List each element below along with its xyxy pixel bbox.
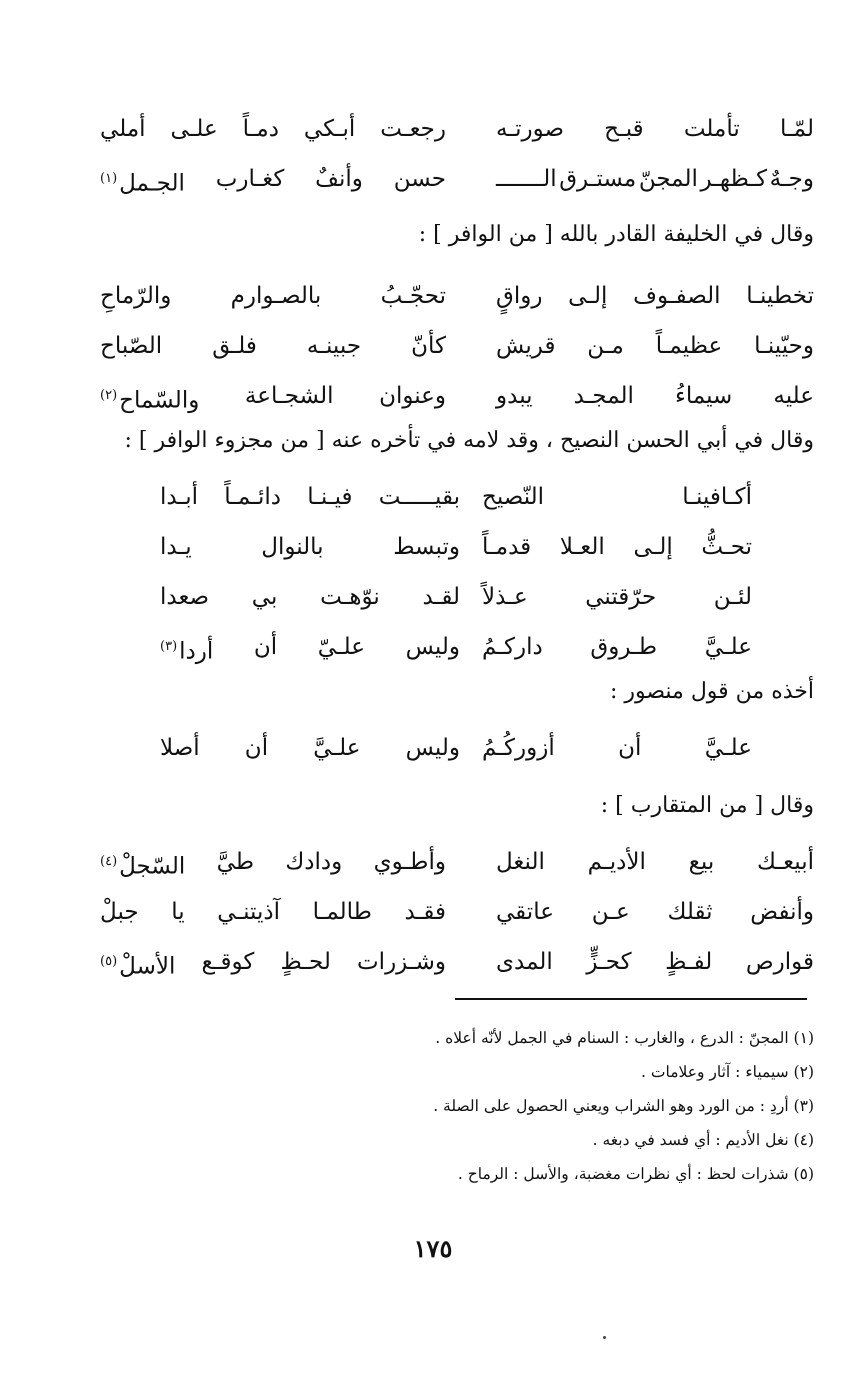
verse-second-hemistich [100,837,446,887]
verse-first-hemistich [496,104,814,154]
verse-word: يبدو [496,383,533,409]
verse-first-hemistich [482,723,752,773]
verse-word: فقـد [404,899,446,925]
verse-second-hemistich [160,723,460,773]
verse-word: وشـزرات [357,949,446,975]
verse-word: أبـكي [303,116,356,142]
verse-word: الأسلْ [119,953,176,980]
verse-word: لقـد [422,584,460,610]
verse-line [160,572,752,622]
scan-speck [603,1336,606,1339]
verse-word: مستـرق [559,166,637,192]
verse-word: كغـارب [215,166,285,192]
verse-word: المدى [496,949,553,975]
verse-first-hemistich [482,622,752,672]
verse-word-with-note [100,371,199,421]
verse-word: كحـزٍّ [586,949,632,975]
verse-word: نوّهـت [320,584,380,610]
verse-first-hemistich [496,321,814,371]
verse-word: طالمـا [312,899,372,925]
verse-word: أزوركُـمُ [482,735,555,761]
verse-word: الأديـم [587,849,646,875]
verse-word: قبـح [604,116,644,142]
verse-word: حرّقتني [585,584,657,610]
verse-word: وأنفٌ [315,166,363,192]
verse-word: تحجّـبُ [380,283,446,309]
footnote-4: (٤) نغل الأديم : أي فسد في دبغه . [592,1131,814,1149]
verse-word: آذيتنـي [217,899,281,925]
verse-word: لفـظٍ [665,949,713,975]
footnote-marker: (٥) [100,954,118,969]
verse-word: إلـى [568,283,608,309]
verse-word: الصّباح [100,333,163,359]
verse-word: الـــــــ [496,166,557,192]
verse-second-hemistich [160,472,460,522]
poem-stanza-2 [100,271,814,421]
verse-word: لمّـا [779,116,814,142]
verse-word: كـظهـر [700,166,768,192]
verse-word: فيـنـا [307,484,353,510]
verse-first-hemistich [496,371,814,421]
verse-word: لحـظٍ [280,949,331,975]
verse-word-with-note [100,937,175,987]
verse-word: والسّماح [119,387,200,414]
verse-line [160,472,752,522]
verse-word: الشجـاعة [244,383,334,409]
verse-word: سيماءُ [675,383,733,409]
verse-line [100,371,814,421]
footnote-marker: (١) [100,171,118,186]
footnote-2: (٢) سيمياء : آثار وعلامات . [641,1063,814,1081]
verse-word: النغل [496,849,545,875]
verse-word: وأنفض [750,899,814,925]
verse-word: علـى [170,116,218,142]
verse-second-hemistich [100,321,446,371]
verse-line [100,321,814,371]
verse-word: وحيّينـا [754,333,814,359]
verse-line [100,154,814,204]
verse-line [160,723,752,773]
footnote-marker: (٢) [100,388,118,403]
verse-word: علـيّ [317,634,366,660]
verse-first-hemistich [496,887,814,937]
verse-word: فلـق [212,333,257,359]
verse-word: قدمـاً [482,534,532,560]
verse-word: وتبسط [393,534,460,560]
poem-stanza-3 [160,472,752,672]
verse-word: أصلا [160,735,200,761]
verse-word: رجعـت [380,116,446,142]
verse-word: وعنوان [379,383,446,409]
verse-word: بالصـوارم [230,283,322,309]
verse-word: عـذلاً [482,584,528,610]
verse-line [100,271,814,321]
verse-word: طـروق [590,634,658,660]
verse-second-hemistich [100,887,446,937]
verse-word: كوقـع [201,949,255,975]
verse-word: علـيَّ [704,735,752,761]
verse-word: صورتـه [496,116,564,142]
verse-word: صعدا [160,584,210,610]
verse-line [160,522,752,572]
verse-first-hemistich [496,837,814,887]
verse-word: أردا [179,638,214,665]
verse-word: داركـمُ [482,634,543,660]
verse-word: وأطـوي [373,849,446,875]
verse-word: المجنّ [638,166,698,192]
verse-word: جبينـه [306,333,362,359]
verse-word: حسن [393,166,446,192]
verse-word: قريش [496,333,556,359]
verse-word: يـدا [160,534,192,560]
verse-second-hemistich [100,937,446,987]
footnote-marker: (٤) [100,854,118,869]
verse-word: أن [244,735,269,761]
verse-word-with-note [160,622,213,672]
verse-word: بقيـــــت [378,484,460,510]
verse-first-hemistich [496,271,814,321]
verse-word: وجـهٌ [769,166,814,192]
poem-stanza-1 [100,104,814,204]
verse-word: إلـى [633,534,673,560]
verse-word: والرّماحِ [100,283,172,309]
verse-second-hemistich [160,572,460,622]
poem-stanza-5 [100,837,814,987]
verse-word: كأنّ [411,333,446,359]
poem-intro-nasih: وقال في أبي الحسن النصيح ، وقد لامه في تأخره عنه [ من مجزوء الوافر ] : [124,428,814,453]
verse-word: عـن [591,899,630,925]
verse-second-hemistich [160,622,460,672]
verse-second-hemistich [100,104,446,154]
verse-second-hemistich [160,522,460,572]
verse-word: طيَّ [216,849,255,875]
verse-word: السّجلْ [119,853,186,880]
poem-intro-qadir: وقال في الخليفة القادر بالله [ من الوافر ] : [418,222,814,247]
verse-word: علـيَّ [313,735,361,761]
verse-word: يا [171,899,185,925]
verse-second-hemistich [100,371,446,421]
verse-word: أكـافينـا [682,484,752,510]
verse-word: ثقلك [667,899,713,925]
footnote-3: (٣) أردِ : من الورد وهو الشراب ويعني الحصول على الصلة . [433,1097,814,1115]
verse-word: لئـن [713,584,752,610]
verse-word: عليه [773,383,814,409]
verse-word: المجـد [573,383,634,409]
verse-word: دائـمـاً [224,484,282,510]
verse-word: العـلا [559,534,605,560]
verse-word: وليس [405,634,460,660]
verse-first-hemistich [482,522,752,572]
verse-word: مـن [587,333,624,359]
verse-word: بيع [688,849,715,875]
verse-word: الجـمل [119,170,185,197]
verse-word-with-note [100,154,185,204]
verse-word: رواقٍ [496,283,543,309]
footnote-marker: (٣) [160,639,178,654]
verse-word: النّصيح [482,484,545,510]
poem-intro-mansur: أخذه من قول منصور : [609,679,814,704]
verse-first-hemistich [482,572,752,622]
verse-line [100,837,814,887]
verse-word: دمـاً [242,116,279,142]
verse-word: أن [253,634,278,660]
footnote-divider [455,998,807,1000]
verse-word: عاتقي [496,899,554,925]
verse-line [100,937,814,987]
verse-first-hemistich [482,472,752,522]
verse-word: الصفـوف [633,283,721,309]
verse-word: وليس [405,735,460,761]
verse-word: بالنوال [261,534,324,560]
poem-intro-mutaqarib: وقال [ من المتقارب ] : [600,793,814,818]
verse-word: أبيعـك [757,849,814,875]
footnote-5: (٥) شذرات لحظ : أي نظرات مغضبة، والأسل : الرماح . [457,1165,814,1183]
verse-line [160,622,752,672]
verse-word: تحـثُّ [701,534,752,560]
verse-word: أبـدا [160,484,199,510]
verse-word: أن [618,735,642,761]
poem-stanza-4 [160,723,752,773]
verse-first-hemistich [496,937,814,987]
verse-second-hemistich [100,154,446,204]
verse-line [100,887,814,937]
verse-word: علـيَّ [704,634,752,660]
verse-word: عظيمـاً [655,333,723,359]
verse-word: تأملت [683,116,740,142]
footnote-1: (١) المجنّ : الدرع ، والغارب : السنام في الجمل لأنّه أعلاه . [435,1029,814,1047]
verse-word: أملي [100,116,146,142]
verse-second-hemistich [100,271,446,321]
verse-first-hemistich [496,154,814,204]
verse-word-with-note [100,837,185,887]
verse-line [100,104,814,154]
verse-word: قوارص [745,949,814,975]
verse-word: جبلْ [100,899,139,925]
verse-word: ودادك [285,849,343,875]
verse-word: بي [251,584,278,610]
verse-word: تخطينـا [746,283,814,309]
page-number: ١٧٥ [413,1234,453,1263]
